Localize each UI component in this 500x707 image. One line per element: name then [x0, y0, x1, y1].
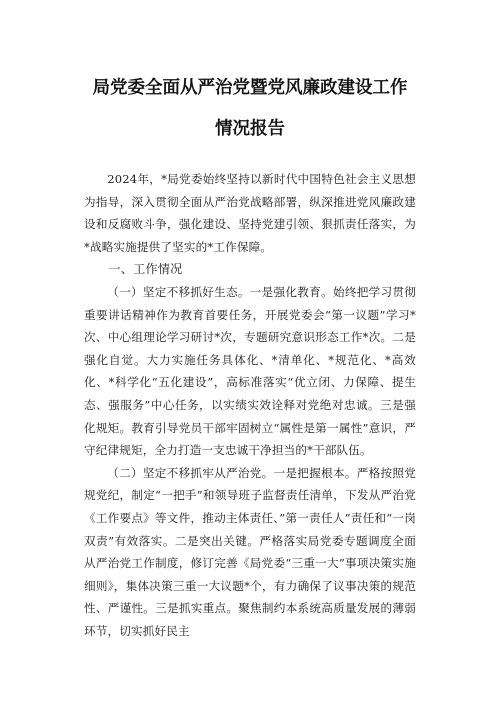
report-title-line-2: 情况报告 [215, 119, 285, 139]
paragraph-strict-governance: （二）坚定不移抓牢从严治党。一是把握根本。严格按照党规党纪，制定“一把手”和领导班子监督责任清单，下发从严治党《工作要点》等文件，推动主体责任、”第一责任人”责任和“一岗双责”有效落实。二是突出关键。严格落实局党委专题调度全面从严治党工作制度，修订完善《局党委“三重一大”事项决策实施细则》，集体决策三重一大议题*个，有力确保了议事决策的规范性、严谨性。三是抓实重点。聚焦制约本系统高质量发展的薄弱环节，切实抓好民主 [84, 465, 416, 638]
section-heading-work-status: 一、工作情况 [108, 262, 183, 277]
intro-paragraph: 2024年，*局党委始终坚持以新时代中国特色社会主义思想为指导，深入贯彻全面从严治党战略部署，纵深推进党风廉政建设和反腐败斗争，强化建设、坚持党建引领、狠抓责任落实，为*战略实施提供了坚实的*工作保障。 [84, 172, 416, 254]
report-body [84, 168, 416, 642]
report-title-line-1: 局党委全面从严治党暨党风廉政建设工作 [92, 78, 408, 98]
paragraph-ecology: （一）坚定不移抓好生态。一是强化教育。始终把学习贯彻重要讲话精神作为教育首要任务，开展党委会“第一议题”学习*次、中心组理论学习研讨*次，专题研究意识形态工作*次。二是强化自觉。大力实施任务具体化、*清单化、*规范化、*高效化、*科学化“五化建设”，高标准落实“优立闭、力保障、提生态、强服务”中心任务，以实绩实效诠释对党绝对忠诚。三是强化规矩。教育引导党员干部牢固树立“属性是第一属性”意识，严守纪律规矩，全力打造一支忠诚干净担当的*干部队伍。 [84, 284, 416, 458]
